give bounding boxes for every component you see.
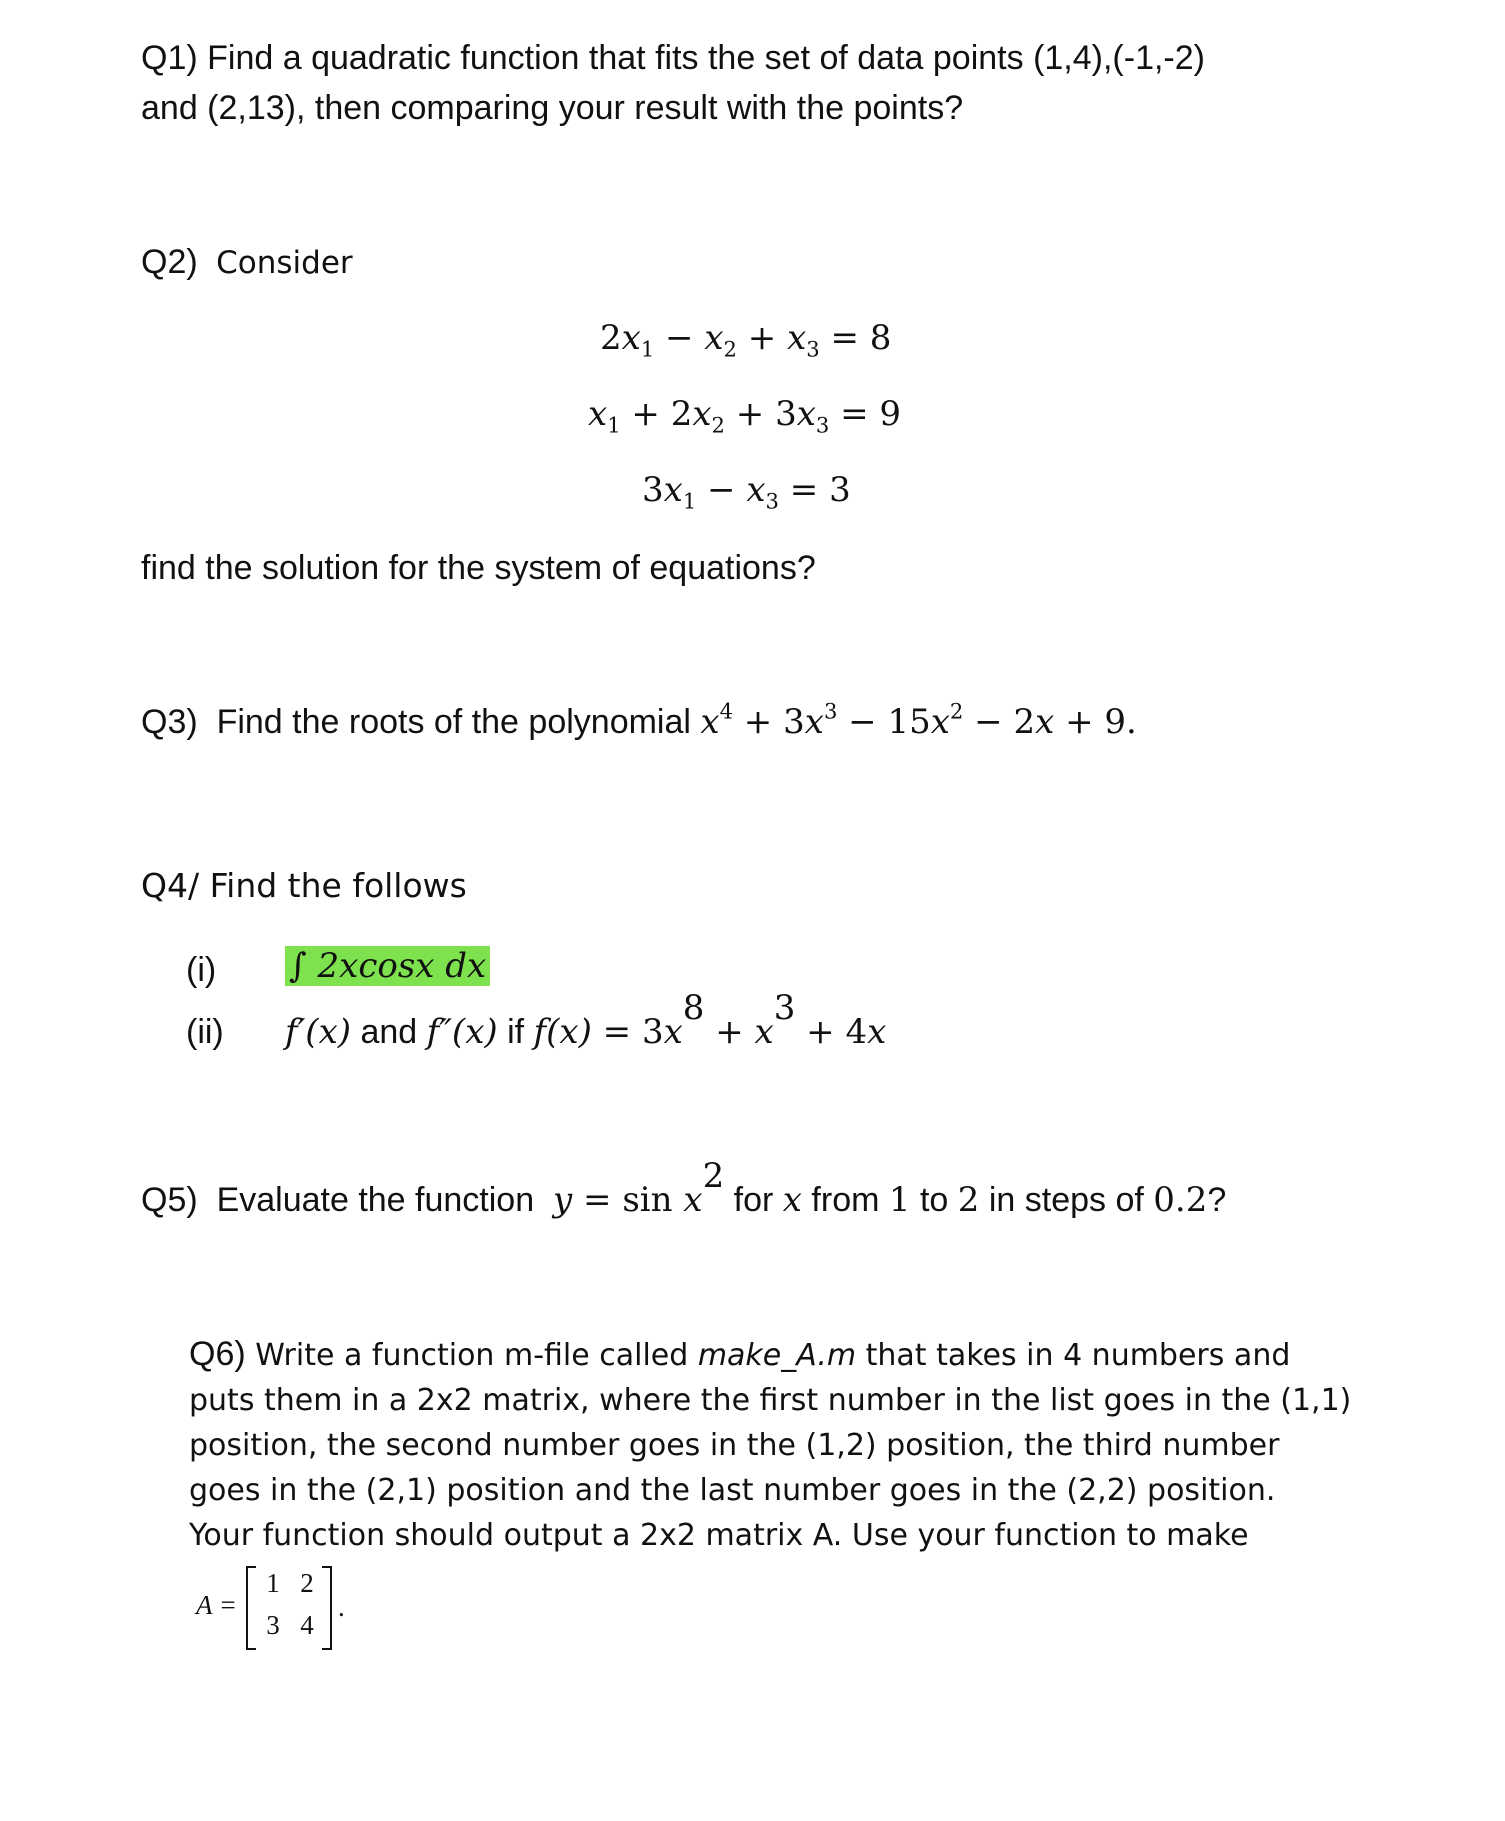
matrix-left-bracket <box>246 1566 256 1650</box>
q2-heading <box>141 238 353 286</box>
q4-ii-label: (ii) <box>186 1013 224 1051</box>
q1-line2: and (2,13), then comparing your result with the points? <box>141 89 964 127</box>
matrix-body <box>246 1566 332 1650</box>
q6-line-2: puts them in a 2x2 matrix, where the first number in the list goes in the (1,1) <box>189 1383 1352 1418</box>
q2-label: Q2) <box>141 243 198 281</box>
q4-integral <box>285 946 490 986</box>
q6-line-3: position, the second number goes in the (1,2) position, the third number <box>189 1428 1280 1463</box>
matrix-a11: 1 <box>266 1568 280 1598</box>
q2-consider: Consider <box>216 245 353 281</box>
q4-part-i <box>186 946 216 994</box>
q6-line-4: goes in the (2,1) position and the last number goes in the (2,2) position. <box>189 1473 1276 1508</box>
q2-equation-1: $2x_1 - x_2 + x_3 = 8$ <box>600 318 892 362</box>
q2-equation-2: $x_1 + 2x_2 + 3x_3 = 9$ <box>588 394 902 438</box>
q6-line-1: Q6) Write a function m-file called make_A.m that takes in 4 numbers and <box>189 1335 1291 1373</box>
q3-line <box>141 698 1137 746</box>
q6-matrix <box>196 1566 376 1650</box>
q6-label: Q6) <box>189 1335 246 1373</box>
matrix-a12: 2 <box>300 1568 314 1598</box>
q1-line1: Q1) Find a quadratic function that fits the set of data points (1,4),(-1,-2) <box>141 39 1205 77</box>
q4-i-label: (i) <box>186 951 217 989</box>
q2-equation-3: $3x_1 - x_3 = 3$ <box>642 470 851 514</box>
matrix-right-bracket <box>322 1566 332 1650</box>
q3-text: Q3) Find the roots of the polynomial <box>141 703 701 741</box>
q5-line: Q5) Evaluate the function $y = \sin x^2$ for x from 1 to 2 in steps of 0.2? <box>141 1156 1227 1220</box>
q3-polynomial: $x^4 + 3x^3 - 15x^2 - 2x + 9$. <box>700 698 1137 742</box>
q2-question: find the solution for the system of equations? <box>141 549 816 587</box>
matrix-lhs: A = <box>196 1590 237 1620</box>
matrix-a21: 3 <box>266 1610 280 1640</box>
q4-title: Q4/ Find the follows <box>141 866 467 905</box>
q6-filename: make_A.m <box>697 1338 857 1373</box>
q4-integral-highlight: ∫ 2xcosx dx <box>285 946 490 986</box>
q4-part-ii <box>186 1008 224 1056</box>
q6-line-5: Your function should output a 2x2 matrix A. Use your function to make <box>189 1518 1249 1553</box>
matrix-a22: 4 <box>300 1610 314 1640</box>
q6-paragraph <box>189 1330 1351 1558</box>
matrix-period: . <box>338 1592 345 1622</box>
q4-derivatives: f′(x) and f″(x) if $f(x) = 3x^8 + x^3 + 4x$ <box>285 988 887 1052</box>
